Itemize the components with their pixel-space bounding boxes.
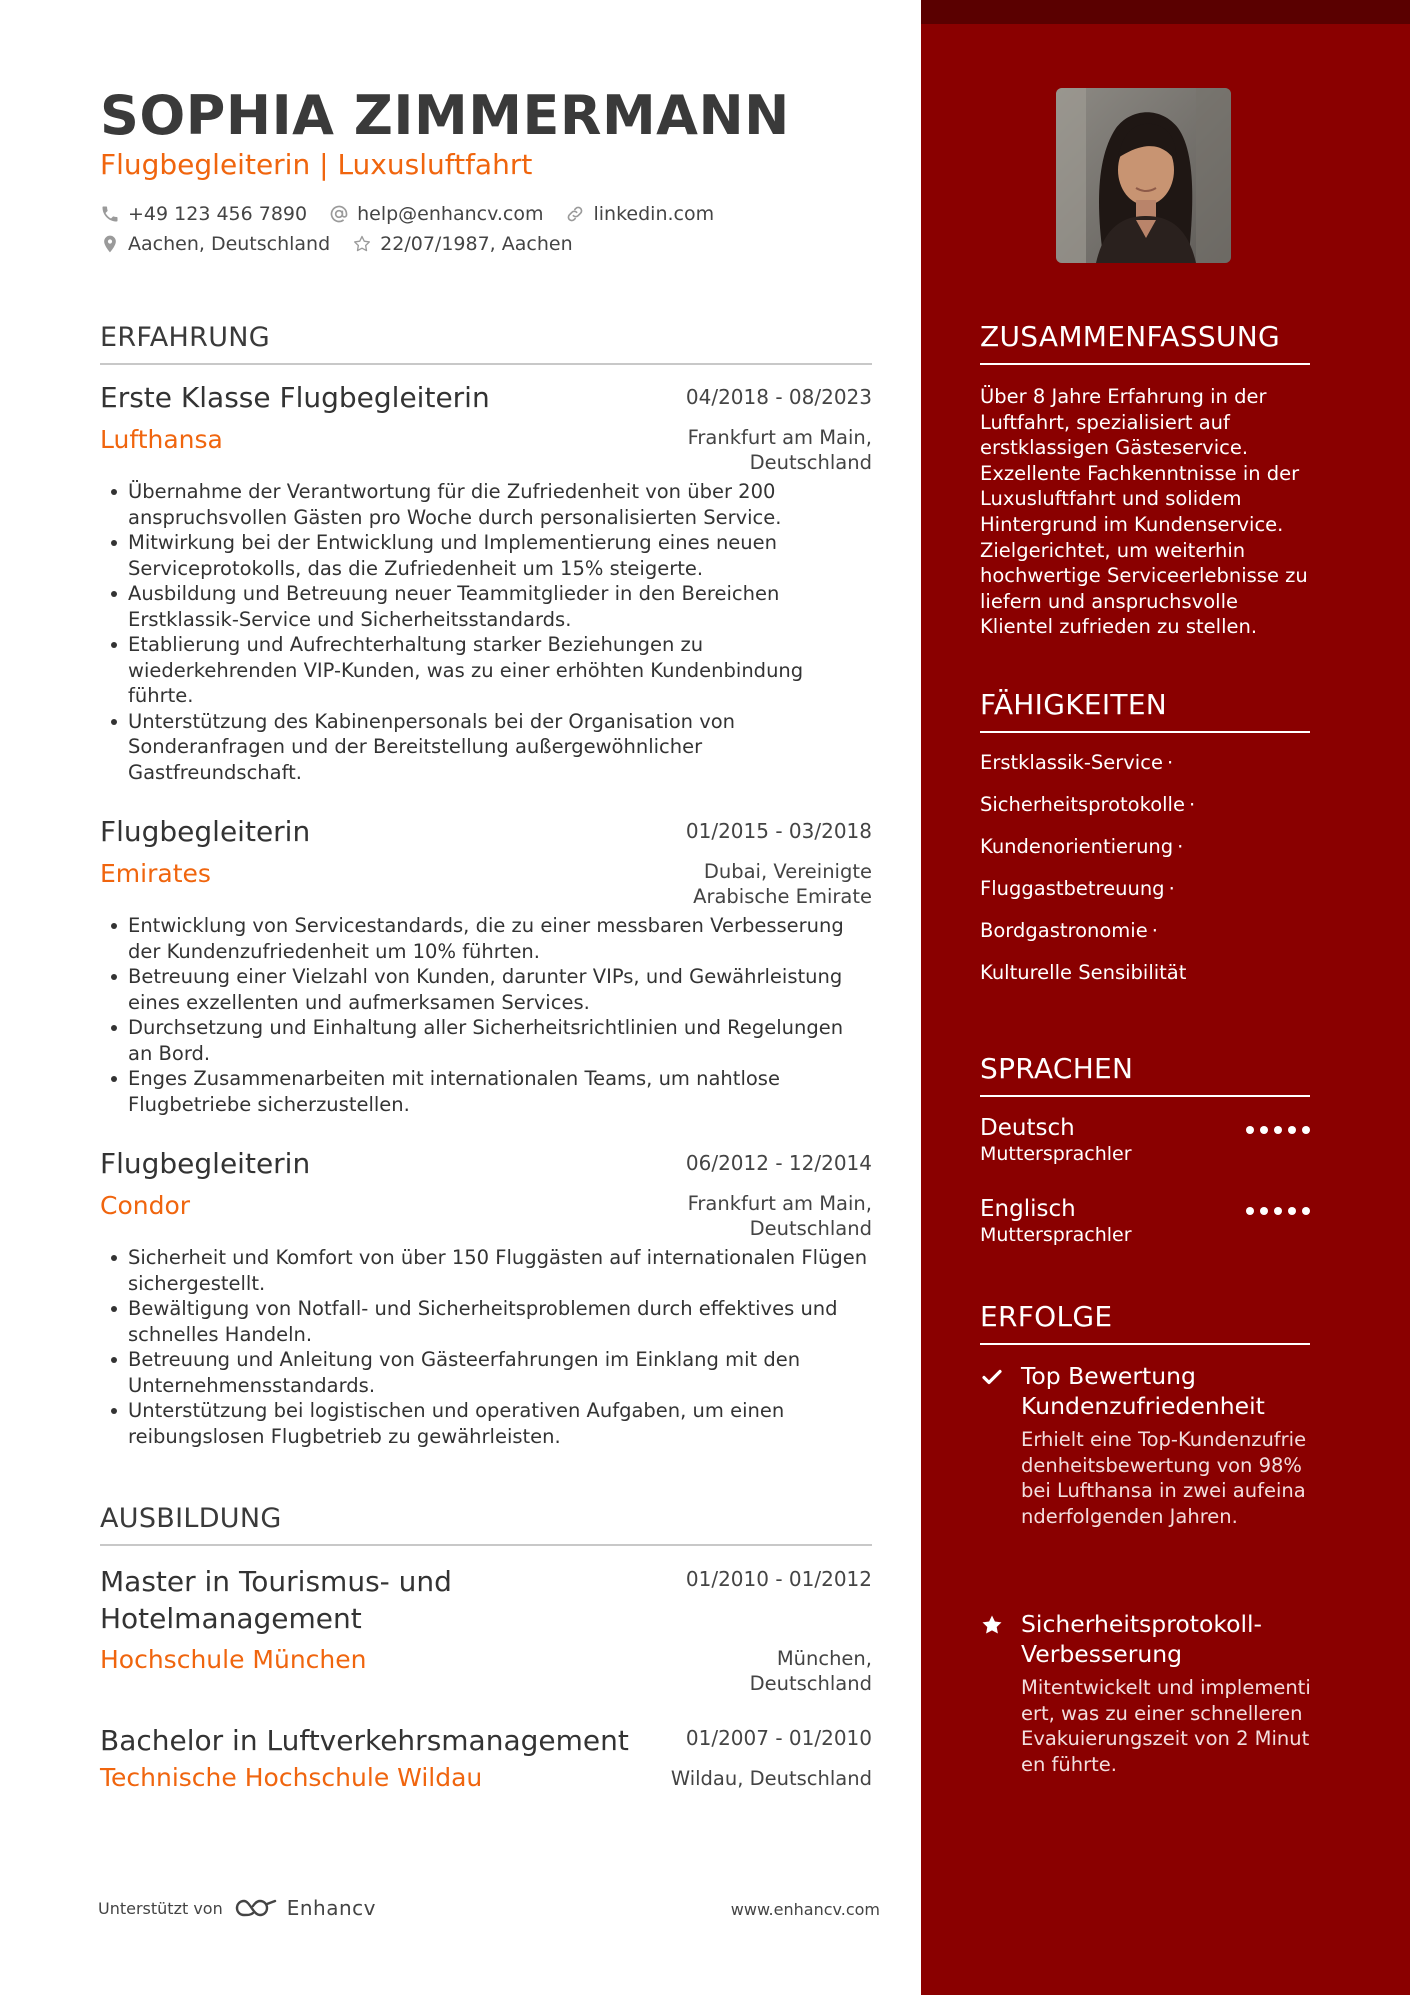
language-level: Muttersprachler [980,1143,1132,1165]
star-outline-icon [352,234,372,254]
job-dates: 06/2012 - 12/2014 [685,1151,872,1175]
job-company: Condor [100,1191,191,1220]
edu-location: München, Deutschland [749,1647,872,1695]
job-bullet: Etablierung und Aufrechterhaltung starker Beziehungen zu wiederkehrenden VIP-Kunden, was zu einer erhöhten Kundenbindung führte. [100,632,872,709]
job-entry [100,1147,872,1449]
footer [98,1896,880,1926]
sidebar-top-band [921,0,1410,24]
proficiency-dot [1274,1207,1282,1215]
achievement-item [980,1609,1315,1777]
language-name: Englisch [980,1196,1076,1222]
education-entry [100,1722,872,1792]
job-role: Flugbegleiterin [100,1147,311,1180]
profile-photo-image [1056,88,1231,263]
job-entry [100,381,872,785]
job-bullet: Mitwirkung bei der Entwicklung und Implementierung eines neuen Serviceprotokolls, das die Zufriedenheit um 15% steigerte. [100,530,872,581]
job-location: Frankfurt am Main, Deutschland [687,1192,872,1240]
powered-by-text: Unterstützt von [98,1898,223,1918]
skill-separator: · [1151,919,1158,942]
skill-item [980,793,1195,816]
skill-item [980,919,1158,942]
skill-label: Kundenorientierung [980,835,1174,858]
skill-label: Kulturelle Sensibilität [980,961,1187,984]
skill-separator: · [1166,751,1174,774]
language-name: Deutsch [980,1115,1075,1141]
skill-label: Bordgastronomie [980,919,1148,942]
job-location: Frankfurt am Main, Deutschland [687,426,872,474]
email-item[interactable] [329,203,543,225]
sidebar [921,0,1410,1995]
at-icon [329,204,349,224]
proficiency-dot [1288,1207,1296,1215]
education-heading: AUSBILDUNG [100,1503,872,1546]
job-bullets [100,479,872,785]
job-bullet: Ausbildung und Betreuung neuer Teammitglieder in den Bereichen Erstklassik-Service und Sicherheitsstandards. [100,581,872,632]
job-dates: 01/2015 - 03/2018 [685,819,872,843]
job-bullet: Sicherheit und Komfort von über 150 Fluggästen auf internationalen Flügen sichergestellt. [100,1245,872,1296]
powered-by [98,1896,376,1920]
proficiency-dot [1288,1126,1296,1134]
job-dates: 04/2018 - 08/2023 [685,385,872,409]
check-icon [980,1365,1004,1389]
proficiency-dot [1302,1207,1310,1215]
achievement-title: Top Bewertung Kundenzufriedenheit [1021,1362,1265,1420]
language-proficiency-dots [1240,1207,1310,1215]
proficiency-dot [1260,1207,1268,1215]
job-role: Flugbegleiterin [100,815,311,848]
phone-text: +49 123 456 7890 [128,203,308,225]
job-bullets [100,913,872,1117]
achievement-description: Erhielt eine Top-Kundenzufriedenheitsbewertung von 98% bei Lufthansa in zwei aufeinanderfolgenden Jahren. [1021,1428,1307,1528]
job-bullet: Unterstützung des Kabinenpersonals bei der Organisation von Sonderanfragen und der Bereitstellung außergewöhnlicher Gastfreundschaft. [100,709,872,786]
skill-item [980,877,1175,900]
education-entry [100,1563,872,1695]
job-location: Dubai, Vereinigte Arabische Emirate [693,860,872,908]
skill-separator: · [1188,793,1196,816]
edu-dates: 01/2010 - 01/2012 [685,1567,872,1591]
job-company: Lufthansa [100,425,223,454]
achievements-heading: ERFOLGE [980,1300,1310,1345]
skill-label: Erstklassik-Service [980,751,1163,774]
star-icon [980,1613,1004,1637]
skill-item [980,961,1186,984]
location-pin-icon [100,234,120,254]
skill-item [980,835,1183,858]
skill-separator: · [1177,835,1184,858]
footer-url[interactable]: www.enhancv.com [730,1900,880,1919]
job-bullet: Betreuung und Anleitung von Gästeerfahrungen im Einklang mit den Unternehmensstandards. [100,1347,872,1398]
languages-heading: SPRACHEN [980,1052,1310,1097]
link-icon [565,204,585,224]
email-text: help@enhancv.com [357,203,544,225]
edu-dates: 01/2007 - 01/2010 [685,1726,872,1750]
edu-degree: Master in Tourismus- und Hotelmanagement [100,1565,452,1635]
achievement-item [980,1361,1315,1529]
brand-text: Enhancv [286,1896,376,1920]
job-role: Erste Klasse Flugbegleiterin [100,381,490,414]
achievement-title: Sicherheitsprotokoll-Verbesserung [1021,1610,1263,1668]
edu-location: Wildau, Deutschland [670,1767,872,1790]
language-level: Muttersprachler [980,1224,1132,1246]
website-item[interactable] [565,203,714,225]
phone-icon [100,204,120,224]
skill-item [980,751,1173,774]
job-bullets [100,1245,872,1449]
enhancv-logo-icon [233,1896,281,1920]
job-bullet: Entwicklung von Servicestandards, die zu einer messbaren Verbesserung der Kundenzufriedenheit um 10% führten. [100,913,872,964]
summary-heading: ZUSAMMENFASSUNG [980,320,1310,365]
job-bullet: Übernahme der Verantwortung für die Zufriedenheit von über 200 anspruchsvollen Gästen pro Woche durch personalisierten Service. [100,479,872,530]
proficiency-dot [1246,1126,1254,1134]
skill-label: Sicherheitsprotokolle [980,793,1185,816]
skill-label: Fluggastbetreuung [980,877,1165,900]
website-text: linkedin.com [593,203,715,225]
profile-photo [1056,88,1231,263]
location-text: Aachen, Deutschland [128,233,331,255]
location-item [100,233,330,255]
edu-degree: Bachelor in Luftverkehrsmanagement [100,1724,629,1757]
job-bullet: Enges Zusammenarbeiten mit internationalen Teams, um nahtlose Flugbetriebe sicherzustellen. [100,1066,872,1117]
contact-row-2 [100,233,595,255]
language-item [980,1195,1310,1247]
job-company: Emirates [100,859,211,888]
skill-separator: · [1168,877,1175,900]
edu-school: Hochschule München [100,1645,367,1674]
summary-text: Über 8 Jahre Erfahrung in der Luftfahrt, spezialisiert auf erstklassigen Gästeservice. Exzellente Fachkenntnisse in der Luxusluftfahrt und solidem Hintergrund im Kundenservice. Zielgerichtet, um weiterhin hochwertige Serviceerlebnisse zu liefern und anspruchsvolle Klientel zufrieden zu stellen. [980,385,1308,639]
candidate-title: Flugbegleiterin | Luxusluftfahrt [100,148,533,181]
language-proficiency-dots [1240,1126,1310,1134]
proficiency-dot [1274,1126,1282,1134]
proficiency-dot [1260,1126,1268,1134]
contact-row-1 [100,203,736,225]
experience-heading: ERFAHRUNG [100,322,872,365]
job-bullet: Durchsetzung und Einhaltung aller Sicherheitsrichtlinien und Regelungen an Bord. [100,1015,872,1066]
language-item [980,1114,1310,1166]
edu-school: Technische Hochschule Wildau [100,1763,483,1792]
job-bullet: Betreuung einer Vielzahl von Kunden, darunter VIPs, und Gewährleistung eines exzellenten und aufmerksamen Services. [100,964,872,1015]
candidate-name: SOPHIA ZIMMERMANN [100,84,790,147]
job-bullet: Bewältigung von Notfall- und Sicherheitsproblemen durch effektives und schnelles Handeln. [100,1296,872,1347]
birth-item [352,233,572,255]
phone-item[interactable] [100,203,307,225]
job-entry [100,815,872,1117]
proficiency-dot [1246,1207,1254,1215]
job-bullet: Unterstützung bei logistischen und operativen Aufgaben, um einen reibungslosen Flugbetrieb zu gewährleisten. [100,1398,872,1449]
skills-heading: FÄHIGKEITEN [980,688,1310,733]
birth-text: 22/07/1987, Aachen [380,233,573,255]
proficiency-dot [1302,1126,1310,1134]
achievement-description: Mitentwickelt und implementiert, was zu einer schnelleren Evakuierungszeit von 2 Minuten führte. [1021,1676,1311,1776]
